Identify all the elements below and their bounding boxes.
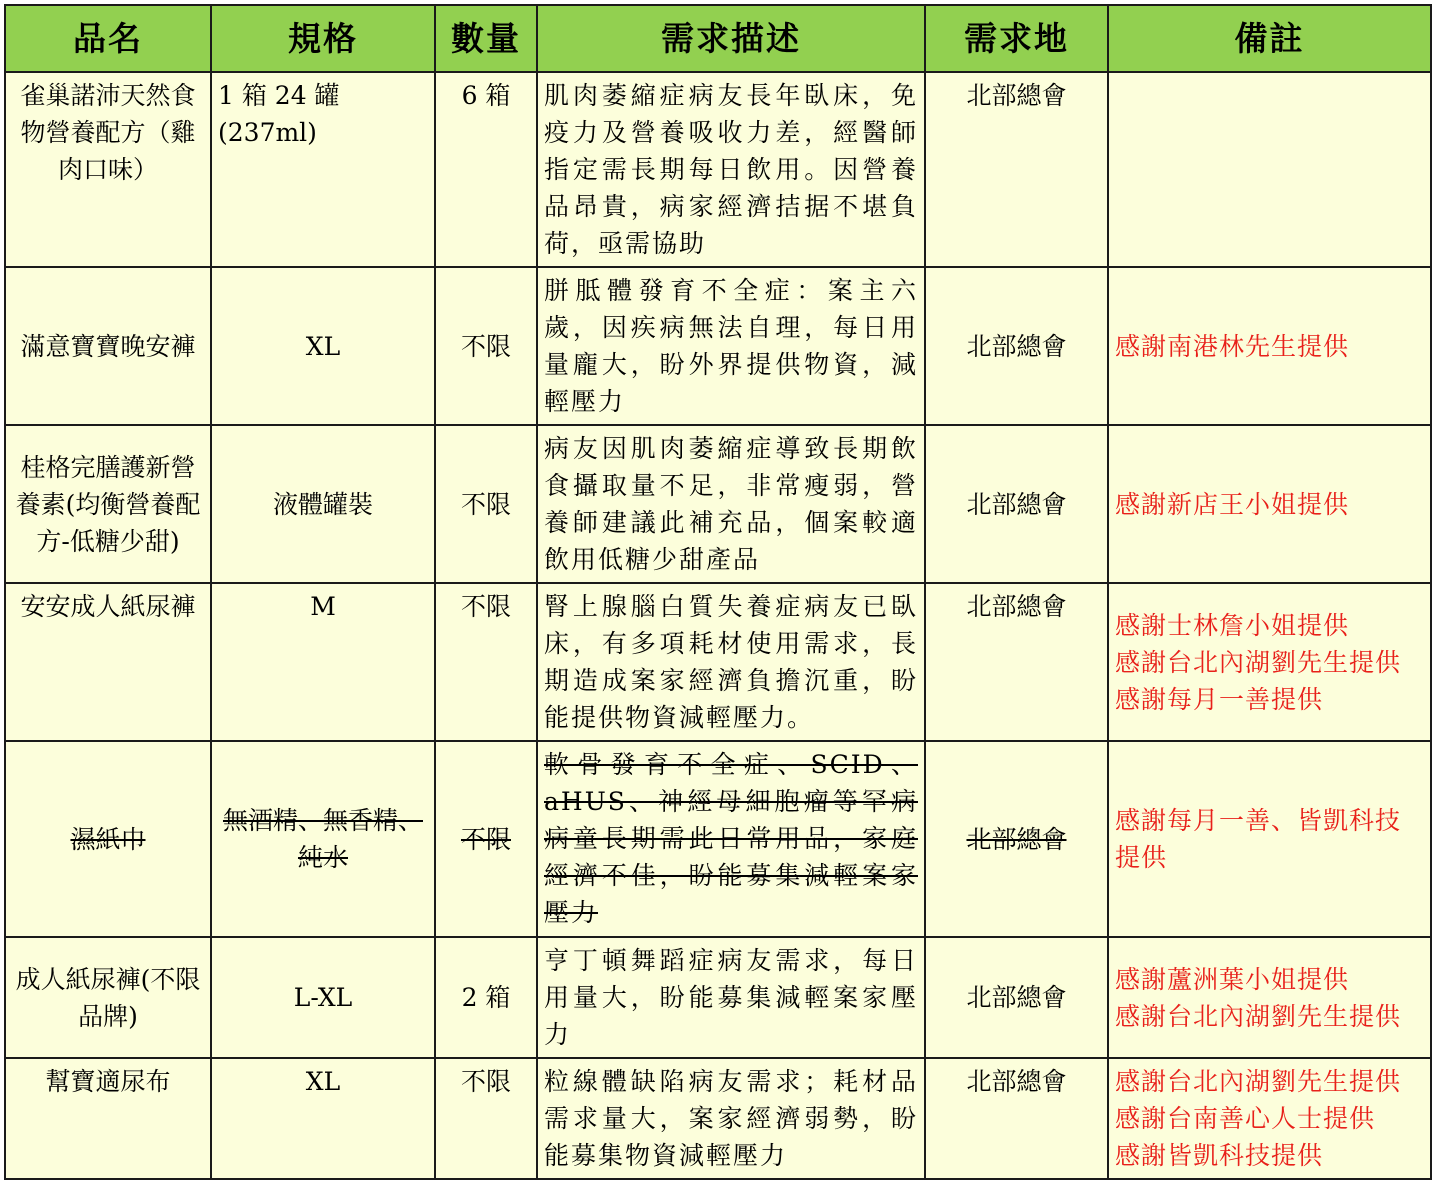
item-place: 北部總會 bbox=[925, 425, 1108, 583]
item-name: 安安成人紙尿褲 bbox=[5, 583, 211, 741]
header-desc: 需求描述 bbox=[537, 5, 925, 72]
item-name: 滿意寶寶晚安褲 bbox=[5, 267, 211, 425]
thanks-note: 感謝台北內湖劉先生提供 bbox=[1115, 1001, 1402, 1031]
item-spec: 無酒精、無香精、純水 bbox=[211, 741, 435, 937]
item-name: 雀巢諾沛天然食物營養配方（雞肉口味） bbox=[5, 72, 211, 267]
item-desc: 腎上腺腦白質失養症病友已臥床，有多項耗材使用需求，長期造成案家經濟負擔沉重，盼能提供物資減輕壓力。 bbox=[537, 583, 925, 741]
header-spec: 規格 bbox=[211, 5, 435, 72]
item-spec: 1 箱 24 罐(237ml) bbox=[211, 72, 435, 267]
item-name: 幫寶適尿布 bbox=[5, 1058, 211, 1179]
item-desc: 胼胝體發育不全症：案主六歲，因疾病無法自理，每日用量龐大，盼外界提供物資，減輕壓力 bbox=[537, 267, 925, 425]
item-qty: 不限 bbox=[435, 1058, 537, 1179]
item-spec: 液體罐裝 bbox=[211, 425, 435, 583]
thanks-note: 感謝台南善心人士提供 bbox=[1115, 1104, 1376, 1133]
item-place: 北部總會 bbox=[925, 1058, 1108, 1179]
item-spec: M bbox=[211, 583, 435, 741]
item-note bbox=[1108, 583, 1431, 741]
thanks-note: 感謝每月一善提供 bbox=[1115, 684, 1324, 714]
item-desc: 肌肉萎縮症病友長年臥床，免疫力及營養吸收力差，經醫師指定需長期每日飲用。因營養品昂貴，病家經濟拮据不堪負荷，亟需協助 bbox=[537, 72, 925, 267]
item-note bbox=[1108, 267, 1431, 425]
item-place: 北部總會 bbox=[925, 267, 1108, 425]
header-name: 品名 bbox=[5, 5, 211, 72]
item-qty: 不限 bbox=[435, 583, 537, 741]
header-qty: 數量 bbox=[435, 5, 537, 72]
item-note: 感謝每月一善、皆凱科技提供 bbox=[1108, 741, 1431, 937]
table-row bbox=[5, 583, 1431, 741]
item-note bbox=[1108, 72, 1431, 267]
table-row bbox=[5, 425, 1431, 583]
item-spec: XL bbox=[211, 267, 435, 425]
thanks-note: 感謝新店王小姐提供 bbox=[1115, 489, 1350, 519]
thanks-note: 感謝南港林先生提供 bbox=[1115, 331, 1350, 361]
item-desc: 亨丁頓舞蹈症病友需求，每日用量大，盼能募集減輕案家壓力 bbox=[537, 937, 925, 1058]
header-note: 備註 bbox=[1108, 5, 1431, 72]
item-place: 北部總會 bbox=[925, 72, 1108, 267]
table-row bbox=[5, 741, 1431, 937]
item-note bbox=[1108, 425, 1431, 583]
item-qty: 不限 bbox=[435, 267, 537, 425]
thanks-note: 感謝士林詹小姐提供 bbox=[1115, 610, 1350, 640]
header-place: 需求地 bbox=[925, 5, 1108, 72]
item-note bbox=[1108, 937, 1431, 1058]
table-row bbox=[5, 267, 1431, 425]
item-spec: XL bbox=[211, 1058, 435, 1179]
item-qty: 6 箱 bbox=[435, 72, 537, 267]
needs-table bbox=[4, 4, 1432, 1180]
thanks-note: 感謝皆凱科技提供 bbox=[1115, 1141, 1324, 1170]
item-desc: 軟骨發育不全症、SCID、aHUS、神經母細胞瘤等罕病病童長期需此日常用品，家庭經濟不佳，盼能募集減輕案家壓力 bbox=[537, 741, 925, 937]
thanks-note: 感謝台北內湖劉先生提供 bbox=[1115, 647, 1402, 677]
header-row bbox=[5, 5, 1431, 72]
thanks-note: 感謝蘆洲葉小姐提供 bbox=[1115, 964, 1350, 994]
item-qty: 不限 bbox=[435, 425, 537, 583]
item-desc: 病友因肌肉萎縮症導致長期飲食攝取量不足，非常瘦弱，營養師建議此補充品，個案較適飲用低糖少甜產品 bbox=[537, 425, 925, 583]
item-spec: L-XL bbox=[211, 937, 435, 1058]
item-place: 北部總會 bbox=[925, 937, 1108, 1058]
item-qty: 2 箱 bbox=[435, 937, 537, 1058]
table-row bbox=[5, 1058, 1431, 1179]
thanks-note: 感謝台北內湖劉先生提供 bbox=[1115, 1067, 1402, 1096]
item-desc: 粒線體缺陷病友需求；耗材品需求量大，案家經濟弱勢，盼能募集物資減輕壓力 bbox=[537, 1058, 925, 1179]
table-row bbox=[5, 72, 1431, 267]
item-place: 北部總會 bbox=[925, 583, 1108, 741]
item-place: 北部總會 bbox=[925, 741, 1108, 937]
item-qty: 不限 bbox=[435, 741, 537, 937]
item-name: 桂格完膳護新營養素(均衡營養配方-低糖少甜) bbox=[5, 425, 211, 583]
table-row bbox=[5, 937, 1431, 1058]
item-note bbox=[1108, 1058, 1431, 1179]
item-name: 成人紙尿褲(不限品牌) bbox=[5, 937, 211, 1058]
item-name: 濕紙巾 bbox=[5, 741, 211, 937]
